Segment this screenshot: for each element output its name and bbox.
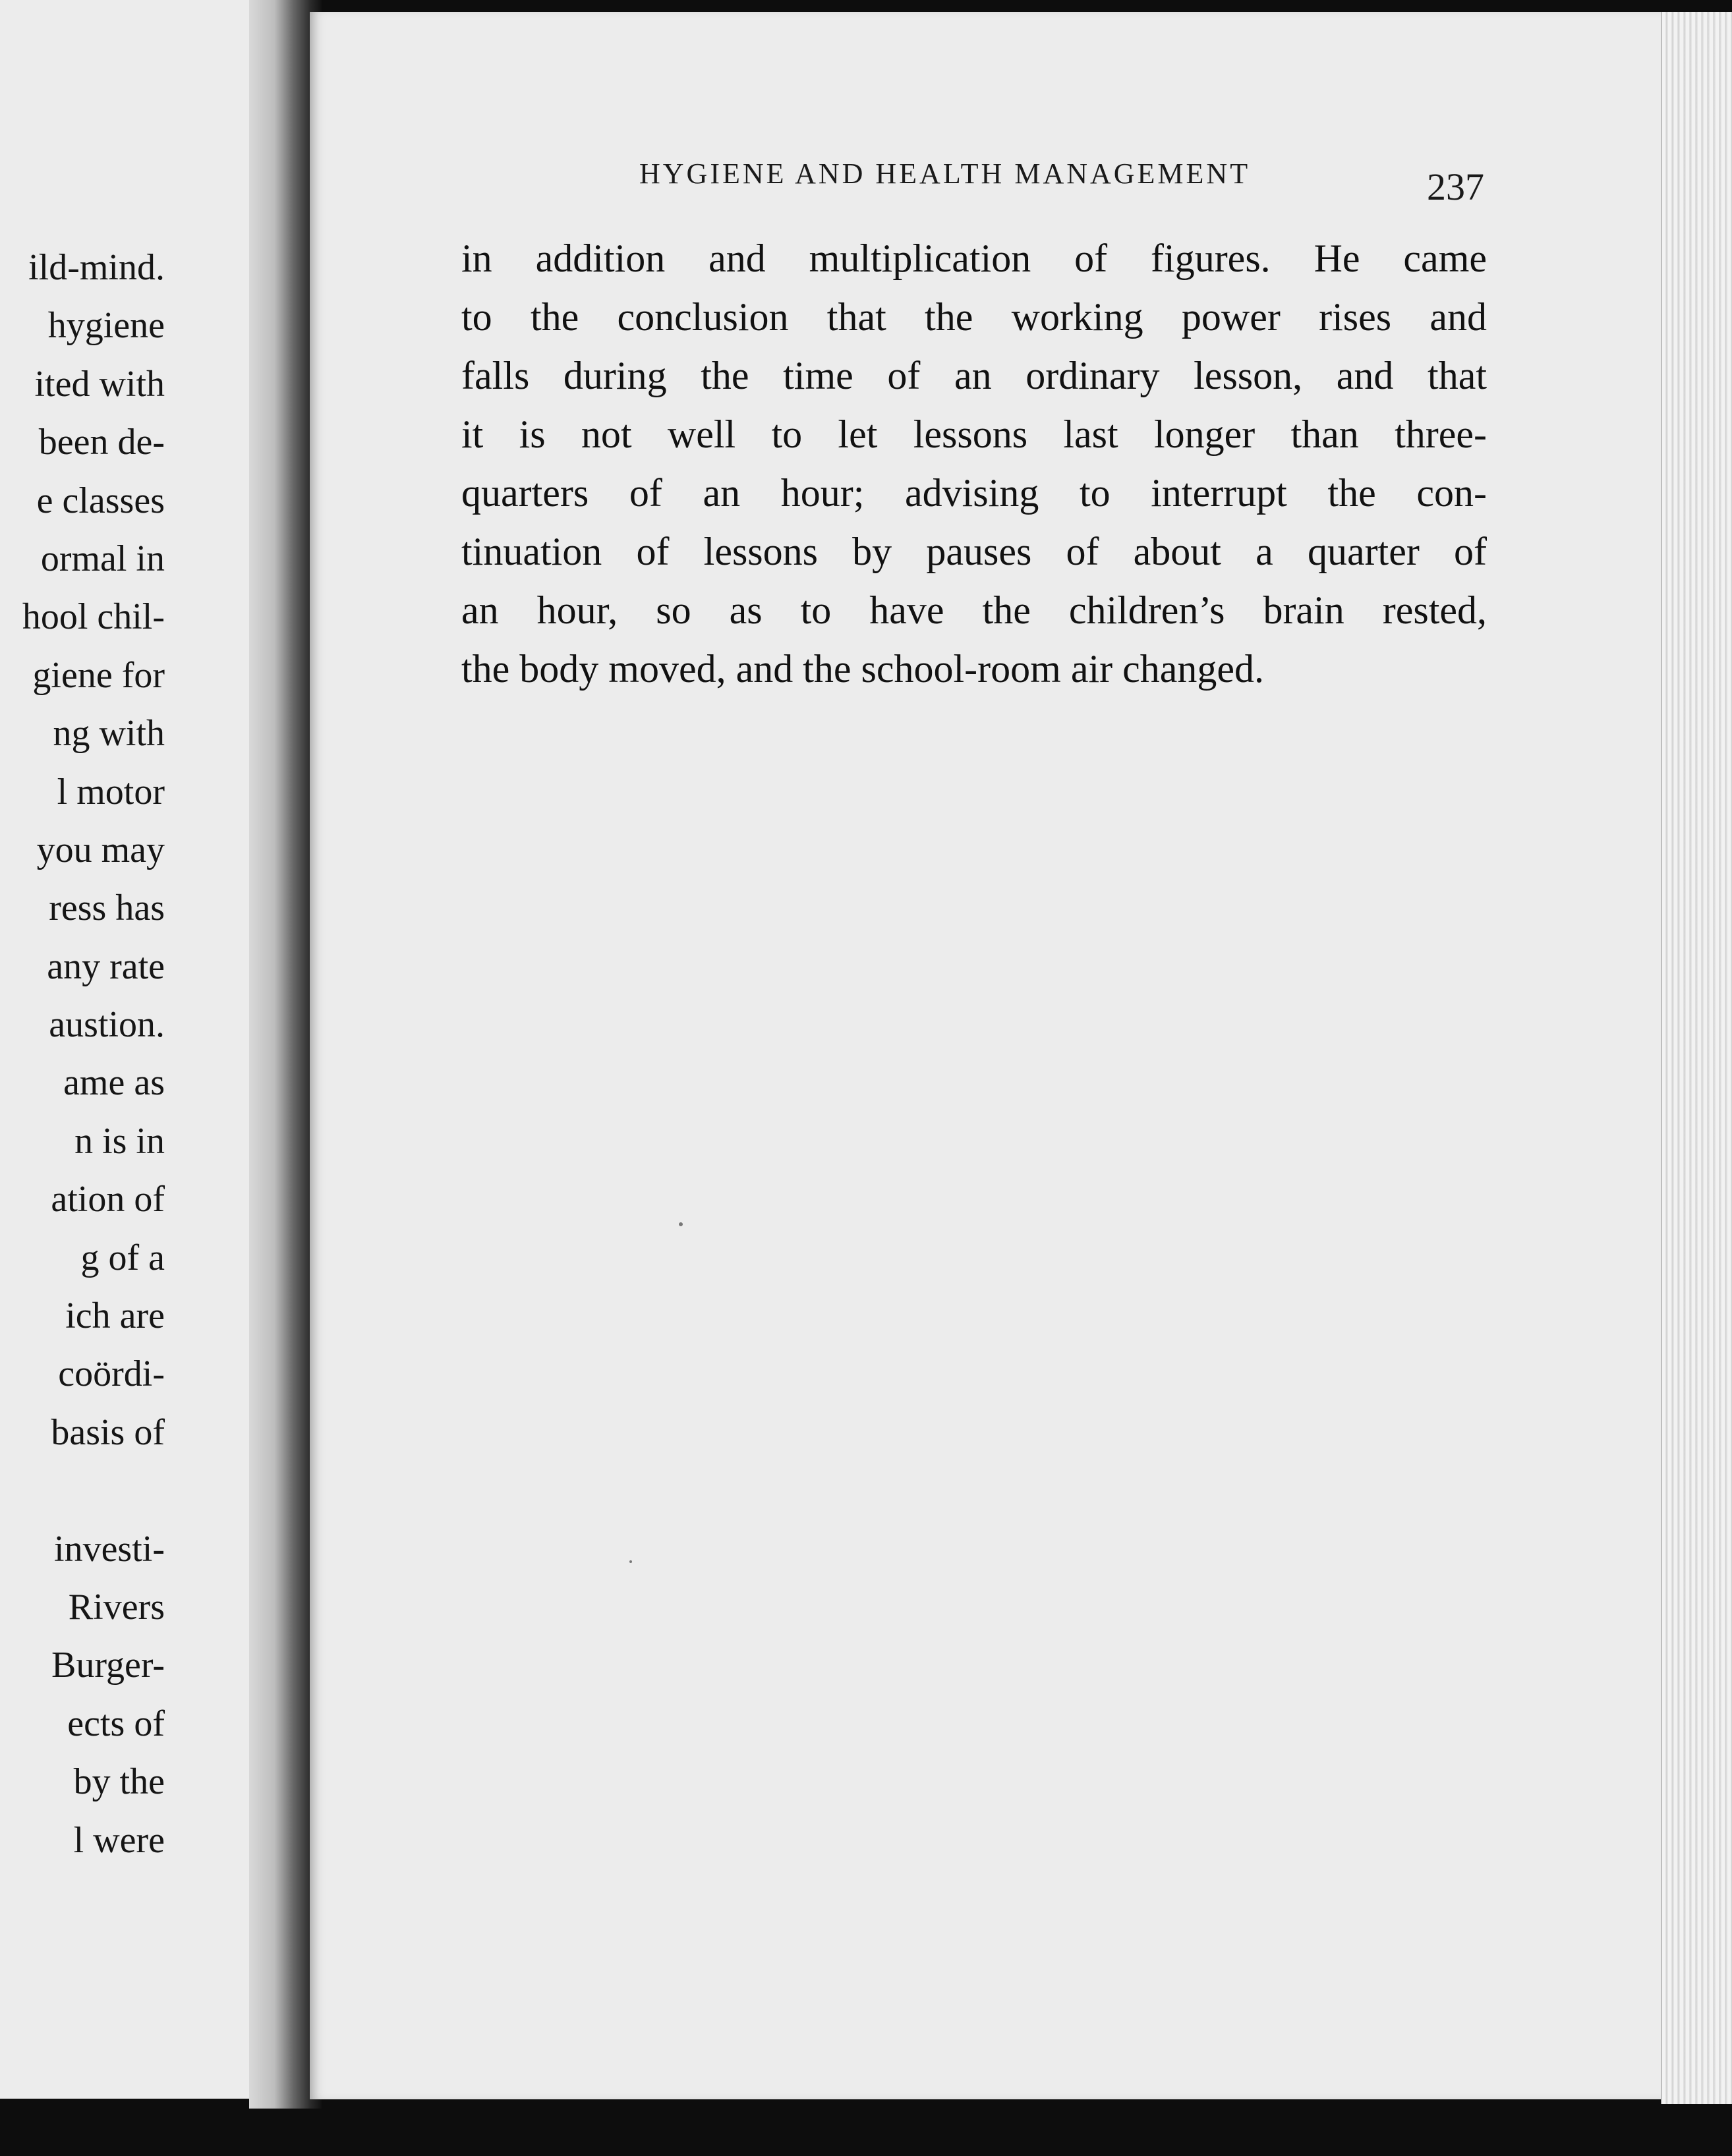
left-line: ild-mind. xyxy=(28,247,165,288)
text-line: in addition and multiplication of figures. He came xyxy=(461,237,1487,280)
left-line: you may xyxy=(36,829,165,870)
left-line: ited with xyxy=(34,363,165,405)
page-number: 237 xyxy=(1427,165,1484,208)
left-line: ects of xyxy=(67,1703,165,1744)
left-line: l were xyxy=(73,1819,165,1861)
left-line: hool chil- xyxy=(22,596,165,638)
text-line: falls during the time of an ordinary lesson, and that xyxy=(461,354,1487,397)
left-line: g of a xyxy=(80,1237,165,1278)
left-line: ng with xyxy=(53,713,165,754)
text-line: the body moved, and the school-room air changed. xyxy=(461,647,1264,691)
text-line: it is not well to let lessons last longer than three- xyxy=(461,412,1487,456)
left-line: by the xyxy=(73,1761,165,1803)
running-head: HYGIENE AND HEALTH MANAGEMENT xyxy=(639,157,1251,190)
left-line: coördi- xyxy=(58,1353,165,1395)
left-line: austion. xyxy=(49,1004,165,1046)
body-text xyxy=(461,229,1487,698)
left-line: n is in xyxy=(74,1120,165,1162)
left-line: ress has xyxy=(49,888,165,929)
left-page-text xyxy=(0,239,165,1869)
left-paragraph-gap xyxy=(0,1461,165,1519)
text-line: to the conclusion that the working power rises and xyxy=(461,295,1487,339)
scan-speck xyxy=(629,1560,632,1563)
left-line: basis of xyxy=(51,1411,165,1453)
left-line: hygiene xyxy=(47,305,165,347)
text-line: quarters of an hour; advising to interrupt the con- xyxy=(461,471,1487,515)
text-line: an hour, so as to have the children’s brain rested, xyxy=(461,588,1487,632)
left-line: l motor xyxy=(57,771,165,812)
scan-speck xyxy=(679,1222,683,1226)
text-line: tinuation of lessons by pauses of about a quarter of xyxy=(461,530,1487,573)
page-edges xyxy=(1661,12,1732,2104)
left-line: been de- xyxy=(38,422,165,463)
left-line: e classes xyxy=(36,480,165,521)
left-line: investi- xyxy=(54,1528,165,1570)
left-line: any rate xyxy=(47,946,165,987)
left-line: Burger- xyxy=(51,1645,165,1686)
left-line: ormal in xyxy=(40,538,165,579)
left-line: ame as xyxy=(63,1062,165,1104)
left-line: giene for xyxy=(32,654,165,696)
left-line: ation of xyxy=(51,1179,165,1220)
left-line: ich are xyxy=(65,1295,165,1337)
left-line: Rivers xyxy=(68,1586,165,1628)
